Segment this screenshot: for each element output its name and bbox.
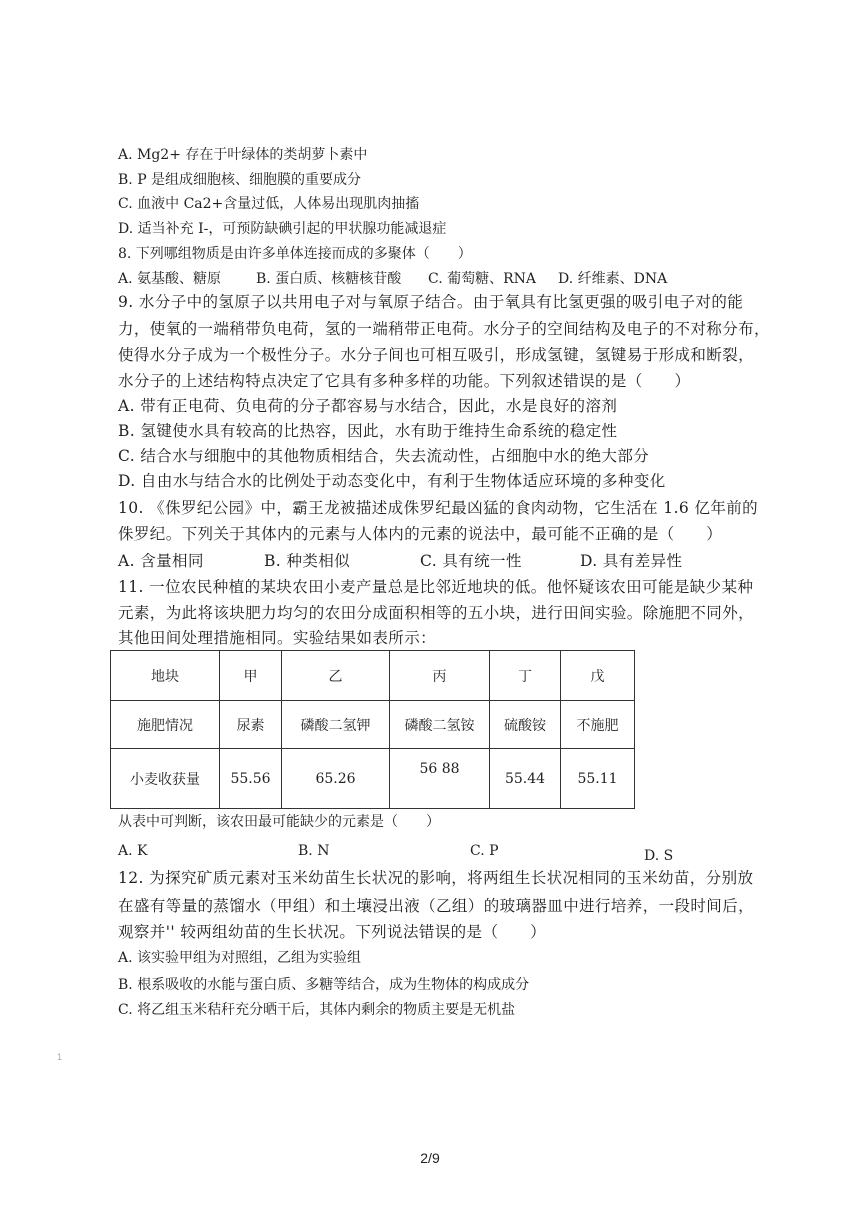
q10-options (118, 551, 758, 571)
q9-stem-line-1: 9. 水分子中的氢原子以共用电子对与氧原子结合。由于氧具有比氢更强的吸引电子对的能 (118, 293, 744, 311)
q11-after-table: 从表中可判断，该农田最可能缺少的元素是（ ） (118, 814, 440, 830)
q12-option-b: B. 根系吸收的水能与蛋白质、多糖等结合，成为生物体的构成成分 (118, 977, 530, 993)
q9-option-b: B. 氢键使水具有较高的比热容，因此，水有助于维持生命系统的稳定性 (118, 422, 618, 440)
page-number: 2/9 (420, 1150, 440, 1166)
table-row (111, 749, 635, 809)
q9-stem-line-2: 力，使氧的一端稍带负电荷，氢的一端稍带正电荷。水分子的空间结构及电子的不对称分布， (118, 320, 770, 338)
q9-stem-line-3: 使得水分子成为一个极性分子。水分子间也可相互吸引，形成氢键，氢键易于形成和断裂， (118, 346, 755, 364)
q11-stem-line-1: 11. 一位农民种植的某块农田小麦产量总是比邻近地块的低。他怀疑该农田可能是缺少某种 (118, 578, 754, 596)
q11-option-c: C. P (470, 843, 499, 859)
q7-option-c: C. 血液中 Ca2+含量过低，人体易出现肌肉抽搐 (118, 196, 420, 212)
q12-option-c: C. 将乙组玉米秸秆充分晒干后，其体内剩余的物质主要是无机盐 (118, 1002, 516, 1018)
table-cell: 丙 (390, 651, 490, 701)
table-row (111, 701, 635, 749)
q8-option-c: C. 葡萄糖、RNA (428, 271, 537, 287)
q10-stem-line-1: 10. 《侏罗纪公园》中，霸王龙被描述成侏罗纪最凶猛的食肉动物，它生活在 1.6 亿年前的 (118, 499, 759, 517)
q8-option-b: B. 蛋白质、核糖核苷酸 (256, 271, 402, 287)
q7-option-a: A. Mg2+ 存在于叶绿体的类胡萝卜素中 (118, 147, 368, 163)
table-cell: 硫酸铵 (490, 701, 561, 749)
q10-option-a: A. 含量相同 (118, 552, 204, 570)
table-row (111, 651, 635, 701)
table-cell: 56 88 (390, 749, 490, 809)
q12-stem-line-3: 观察并'' 较两组幼苗的生长状况。下列说法错误的是（ ） (118, 923, 547, 941)
q9-option-d: D. 自由水与结合水的比例处于动态变化中，有利于生物体适应环境的多种变化 (118, 472, 666, 490)
q9-option-c: C. 结合水与细胞中的其他物质相结合，失去流动性，占细胞中水的绝大部分 (118, 447, 650, 465)
table-cell: 磷酸二氢铵 (390, 701, 490, 749)
q10-option-c: C. 具有统一性 (420, 552, 522, 570)
q7-option-b: B. P 是组成细胞核、细胞膜的重要成分 (118, 172, 362, 188)
table-cell: 地块 (111, 651, 220, 701)
table-cell: 戊 (561, 651, 635, 701)
q7-option-d: D. 适当补充 I-，可预防缺碘引起的甲状腺功能减退症 (118, 221, 447, 237)
q11-stem-line-2: 元素，为此将该块肥力均匀的农田分成面积相等的五小块，进行田间实验。除施肥不同外， (118, 604, 755, 622)
q12-stem-line-2: 在盛有等量的蒸馏水（甲组）和土壤浸出液（乙组）的玻璃器皿中进行培养，一段时间后， (118, 897, 755, 915)
q11-option-a: A. K (118, 843, 148, 859)
q12-stem-line-1: 12. 为探究矿质元素对玉米幼苗生长状况的影响，将两组生长状况相同的玉米幼苗，分别放 (118, 869, 754, 887)
q9-option-a: A. 带有正电荷、负电荷的分子都容易与水结合，因此，水是良好的溶剂 (118, 397, 618, 415)
q9-stem-line-4: 水分子的上述结构特点决定了它具有多种多样的功能。下列叙述错误的是（ ） (118, 372, 691, 390)
q8-stem: 8. 下列哪组物质是由许多单体连接而成的多聚体（ ） (118, 246, 472, 262)
q11-stem-line-3: 其他田间处理措施相同。实验结果如表所示： (118, 629, 437, 647)
table-cell: 55.11 (561, 749, 635, 809)
table-cell: 乙 (282, 651, 390, 701)
q11-option-d: D. S (644, 848, 674, 864)
table-cell: 施肥情况 (111, 701, 220, 749)
q10-stem-line-2: 侏罗纪。下列关于其体内的元素与人体内的元素的说法中，最可能不正确的是（ ） (118, 525, 723, 543)
q8-option-a: A. 氨基酸、糖原 (118, 271, 222, 287)
q10-option-b: B. 种类相似 (264, 552, 351, 570)
table-cell: 磷酸二氢钾 (282, 701, 390, 749)
q12-option-a: A. 该实验甲组为对照组，乙组为实验组 (118, 950, 362, 966)
q11-options (118, 841, 718, 864)
experiment-table (110, 650, 635, 809)
table-cell: 65.26 (282, 749, 390, 809)
table-cell: 甲 (220, 651, 282, 701)
q8-options (118, 269, 738, 289)
q11-option-b: B. N (298, 843, 330, 859)
margin-mark: 1 (57, 1052, 63, 1062)
table-cell: 尿素 (220, 701, 282, 749)
table-cell: 丁 (490, 651, 561, 701)
table-cell: 55.44 (490, 749, 561, 809)
table-cell: 小麦收获量 (111, 749, 220, 809)
table-cell: 55.56 (220, 749, 282, 809)
q8-option-d: D. 纤维素、DNA (558, 271, 668, 287)
table-cell: 不施肥 (561, 701, 635, 749)
q10-option-d: D. 具有差异性 (580, 552, 683, 570)
